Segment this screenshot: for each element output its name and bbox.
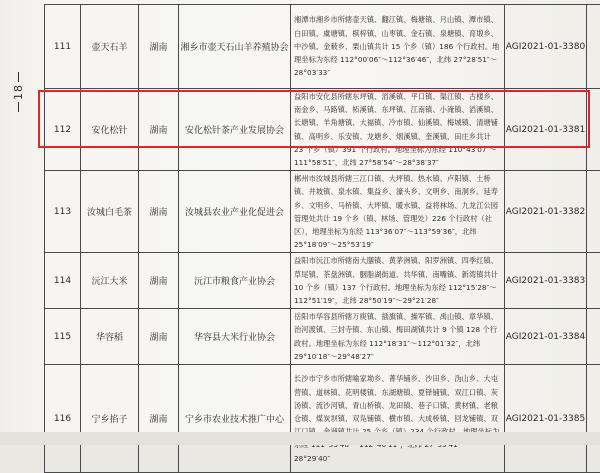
- product-name: 宁乡掐子: [81, 365, 139, 473]
- protection-scope: 长沙市宁乡市所辖喻家坳乡、菁华铺乡、沙田乡、沩山乡、大屯营镇、道林镇、花明楼镇、东湖塘镇、夏铎铺镇、双江口镇、灰汤镇、流沙河镇、青山桥镇、龙田镇、巷子口镇、黄材镇、老粮仓镇、煤炭坝镇、双凫铺镇、横市镇、大成桥镇、回龙铺镇、双 28°29′40″: [291, 365, 505, 473]
- registration-code: AGI2021-01-3380: [505, 5, 587, 89]
- cut-off-cell: [587, 253, 600, 309]
- row-number: 111: [45, 5, 81, 89]
- applicant: 湘乡市壶天石山羊养殖协会: [179, 5, 291, 89]
- table-row: [45, 89, 600, 171]
- protection-scope: 益阳市沅江市所辖南大膳镇、黄茅洲镇、阳罗洲镇、四季红镇、草尾镇、茶盘洲镇、胭脂湖街道、共华镇、南嘴镇、新湾镇共计 10 个乡（镇）137 个行政村。地理坐标为东经 112°15′28″～112°51′19″，北纬 28°50′19″～29°21′28″: [291, 253, 505, 309]
- protection-scope: 湘潭市湘乡市所辖壶天镇、翻江镇、梅塘镇、月山镇、潭市镇、白田镇、虞塘镇、棋梓镇、山枣镇、金石镇、泉塘镇、育塅乡、中沙镇、金薮乡、栗山镇共计 15 个乡（镇）186 个行政村。地理坐标为东经 112°00′06″～112°36′46″，北纬 27°28′51″～28°03′33″: [291, 5, 505, 89]
- registration-code: AGI2021-01-3383: [505, 253, 587, 309]
- province: 湖南: [139, 253, 179, 309]
- product-name: 华容稻: [81, 309, 139, 365]
- product-name: 汝城白毛茶: [81, 171, 139, 253]
- applicant: 汝城县农业产业化促进会: [179, 171, 291, 253]
- row-number: 115: [45, 309, 81, 365]
- page-number-text: 18: [12, 84, 25, 100]
- table-row: [45, 5, 600, 89]
- registration-code: AGI2021-01-3384: [505, 309, 587, 365]
- table-row: [45, 171, 600, 253]
- row-number: 114: [45, 253, 81, 309]
- table-row: [45, 309, 600, 365]
- province: 湖南: [139, 309, 179, 365]
- applicant: 安化松针茶产业发展协会: [179, 89, 291, 171]
- row-number: 116: [45, 365, 81, 473]
- registration-code: AGI2021-01-3381: [505, 89, 587, 171]
- province: 湖南: [139, 89, 179, 171]
- applicant: 沅江市粮食产业协会: [179, 253, 291, 309]
- applicant: 华容县大米行业协会: [179, 309, 291, 365]
- protection-scope: 益阳市安化县所辖东坪镇、滔溪镇、平口镇、渠江镇、古楼乡、南金乡、马路镇、柘溪镇、东坪镇、江南镇、小淹镇、滔溪镇、长塘镇、羊角塘镇、大福镇、冷市镇、仙溪镇、梅城镇、清塘铺镇、高明乡、乐安镇、龙塘乡、烟溪镇、奎溪镇、田庄乡共计 23 个乡（镇）391 个行政村。地理坐标为东经 110°43′07″～111°58′51″，北纬 27°58′54″～28°38′37″: [291, 89, 505, 171]
- cut-off-cell: [587, 309, 600, 365]
- protection-scope: 岳阳市华容县所辖万庾镇、插旗镇、操军镇、禹山镇、章华镇、治河渡镇、三封寺镇、东山镇、梅田湖镇共计 9 个镇 128 个行政村。地理坐标为东经 112°18′31″～112°01′32″，北纬 29°10′18″～29°48′27″: [291, 309, 505, 365]
- product-name: 沅江大米: [81, 253, 139, 309]
- row-number: 112: [45, 89, 81, 171]
- province: 湖南: [139, 171, 179, 253]
- cut-off-cell: [587, 365, 600, 473]
- page-number-dash-bottom: [18, 102, 19, 112]
- cut-off-cell: [587, 171, 600, 253]
- registration-code: AGI2021-01-3382: [505, 171, 587, 253]
- protection-scope: 郴州市汝城县所辖三江口镇、大坪镇、热水镇、卢阳镇、土桥镇、井坡镇、泉水镇、集益乡、濠头乡、文明乡、南洞乡、延寿乡、文明乡、马桥镇、大坪镇、暖水镇、益将林场、九龙江公园管理处共计 19 个乡（镇、林场、管理处）226 个行政村（社区），地理坐标为东经 113°36′07″～113°59′36″，北纬 25°18′09″～25°53′19″: [291, 171, 505, 253]
- table-row: [45, 253, 600, 309]
- product-name: 安化松针: [81, 89, 139, 171]
- registry-table: [44, 4, 600, 473]
- cut-off-cell: [587, 5, 600, 89]
- province: 湖南: [139, 5, 179, 89]
- applicant: 宁乡市农业技术推广中心: [179, 365, 291, 473]
- province: 湖南: [139, 365, 179, 473]
- registration-code: AGI2021-01-3385: [505, 365, 587, 473]
- page-number-dash-top: [18, 72, 19, 82]
- cut-off-cell: [587, 89, 600, 171]
- page-bottom-edge: [0, 432, 600, 445]
- product-name: 壶天石羊: [81, 5, 139, 89]
- page-number: [10, 60, 26, 124]
- row-number: 113: [45, 171, 81, 253]
- table-row: [45, 365, 600, 473]
